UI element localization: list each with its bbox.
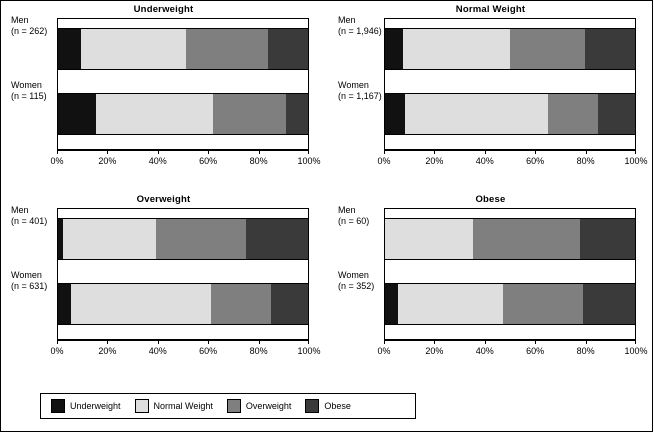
seg-overweight xyxy=(548,94,598,134)
row-label-line2: (n = 115) xyxy=(11,91,47,101)
plot-area xyxy=(57,18,309,150)
panel-title: Obese xyxy=(475,194,506,205)
x-tick-label: 20% xyxy=(425,346,444,356)
x-tick-label: 40% xyxy=(475,346,494,356)
x-tick-label: 100% xyxy=(297,346,321,356)
seg-normal-weight xyxy=(398,284,503,324)
seg-underweight xyxy=(385,284,398,324)
bar-row xyxy=(57,283,309,325)
x-tick-label: 80% xyxy=(576,346,595,356)
x-tick xyxy=(57,340,58,344)
panel-title: Normal Weight xyxy=(455,4,526,15)
seg-overweight xyxy=(186,29,269,69)
row-label-line1: Men xyxy=(338,205,356,215)
bar-row xyxy=(384,218,636,260)
bar-row xyxy=(57,218,309,260)
x-tick-label: 80% xyxy=(249,156,268,166)
stacked-bar xyxy=(57,93,309,135)
x-tick-label: 20% xyxy=(98,346,117,356)
x-tick-label: 100% xyxy=(624,156,648,166)
stacked-bar xyxy=(384,28,636,70)
row-label-line2: (n = 401) xyxy=(11,216,48,226)
row-label-line1: Women xyxy=(11,80,42,90)
row-label-line2: (n = 60) xyxy=(338,216,370,226)
x-tick-label: 40% xyxy=(475,156,494,166)
x-tick xyxy=(586,340,587,344)
seg-normal-weight xyxy=(385,219,473,259)
row-label-line1: Men xyxy=(11,15,29,25)
x-tick xyxy=(586,150,587,154)
panel-normal-weight xyxy=(327,0,654,190)
row-label-line2: (n = 1,167) xyxy=(338,91,382,101)
plot-area xyxy=(384,208,636,340)
x-axis xyxy=(377,150,648,166)
legend xyxy=(40,393,416,419)
seg-underweight xyxy=(58,29,81,69)
x-tick xyxy=(308,150,309,154)
x-tick xyxy=(208,150,209,154)
panel-underweight xyxy=(0,0,327,190)
legend-item[interactable] xyxy=(305,399,351,413)
x-tick-label: 100% xyxy=(297,156,321,166)
x-axis xyxy=(377,340,648,356)
x-tick xyxy=(259,150,260,154)
seg-normal-weight xyxy=(63,219,156,259)
row-label-line1: Women xyxy=(338,80,369,90)
seg-obese xyxy=(598,94,636,134)
seg-obese xyxy=(585,29,635,69)
seg-overweight xyxy=(211,284,271,324)
legend-item[interactable] xyxy=(51,399,121,413)
seg-normal-weight xyxy=(81,29,186,69)
legend-swatch xyxy=(51,399,65,413)
x-tick xyxy=(535,340,536,344)
x-tick-label: 0% xyxy=(377,346,391,356)
legend-label: Normal Weight xyxy=(153,401,213,411)
legend-label: Obese xyxy=(324,401,351,411)
x-tick-label: 60% xyxy=(199,346,218,356)
seg-obese xyxy=(583,284,636,324)
x-tick-label: 0% xyxy=(50,156,64,166)
x-tick-label: 80% xyxy=(576,156,595,166)
seg-underweight xyxy=(58,94,96,134)
bar-row xyxy=(57,93,309,135)
row-label-line1: Women xyxy=(11,270,42,280)
legend-swatch xyxy=(227,399,241,413)
stacked-bar xyxy=(57,218,309,260)
row-label-line1: Men xyxy=(338,15,356,25)
seg-normal-weight xyxy=(403,29,511,69)
x-tick-label: 60% xyxy=(526,156,545,166)
x-tick xyxy=(434,150,435,154)
x-tick-label: 100% xyxy=(624,346,648,356)
row-label-line2: (n = 262) xyxy=(11,26,48,36)
legend-swatch xyxy=(305,399,319,413)
seg-underweight xyxy=(385,29,403,69)
row-label-line1: Men xyxy=(11,205,29,215)
row-label-line2: (n = 352) xyxy=(338,281,375,291)
x-tick-label: 60% xyxy=(526,346,545,356)
seg-underweight xyxy=(58,284,71,324)
x-tick xyxy=(308,340,309,344)
x-tick xyxy=(384,340,385,344)
seg-overweight xyxy=(503,284,583,324)
seg-normal-weight xyxy=(71,284,211,324)
seg-normal-weight xyxy=(405,94,548,134)
seg-underweight xyxy=(385,94,405,134)
x-tick xyxy=(635,340,636,344)
x-tick-label: 20% xyxy=(425,156,444,166)
x-tick-label: 40% xyxy=(148,346,167,356)
seg-overweight xyxy=(473,219,581,259)
row-label-line1: Women xyxy=(338,270,369,280)
stacked-bar xyxy=(384,283,636,325)
panel-title: Overweight xyxy=(136,194,191,205)
bar-row xyxy=(384,283,636,325)
panel-overweight xyxy=(0,190,327,380)
x-tick xyxy=(57,150,58,154)
seg-obese xyxy=(580,219,635,259)
x-axis xyxy=(50,340,321,356)
stacked-bar xyxy=(57,283,309,325)
x-tick-label: 40% xyxy=(148,156,167,166)
x-tick-label: 0% xyxy=(377,156,391,166)
x-tick xyxy=(107,150,108,154)
legend-item[interactable] xyxy=(135,399,213,413)
seg-overweight xyxy=(510,29,585,69)
seg-overweight xyxy=(213,94,286,134)
x-tick xyxy=(208,340,209,344)
plot-area xyxy=(384,18,636,150)
x-tick xyxy=(485,150,486,154)
plot-area xyxy=(57,208,309,340)
row-label-line2: (n = 631) xyxy=(11,281,48,291)
x-tick xyxy=(485,340,486,344)
legend-label: Overweight xyxy=(245,401,292,411)
x-tick xyxy=(158,150,159,154)
seg-obese xyxy=(271,284,309,324)
x-tick xyxy=(635,150,636,154)
seg-overweight xyxy=(156,219,246,259)
seg-obese xyxy=(286,94,309,134)
x-tick xyxy=(384,150,385,154)
x-tick xyxy=(259,340,260,344)
row-label-line2: (n = 1,946) xyxy=(338,26,382,36)
x-axis xyxy=(50,150,321,166)
x-tick xyxy=(107,340,108,344)
bar-row xyxy=(384,28,636,70)
x-tick-label: 80% xyxy=(249,346,268,356)
panel-obese xyxy=(327,190,654,380)
legend-label: Underweight xyxy=(70,401,121,411)
bar-row xyxy=(384,93,636,135)
seg-obese xyxy=(246,219,309,259)
panel-title: Underweight xyxy=(133,4,194,15)
legend-item[interactable] xyxy=(227,399,292,413)
x-tick xyxy=(158,340,159,344)
x-tick xyxy=(535,150,536,154)
x-tick xyxy=(434,340,435,344)
stacked-bar xyxy=(384,93,636,135)
stacked-bar xyxy=(384,218,636,260)
seg-obese xyxy=(268,29,308,69)
x-tick-label: 60% xyxy=(199,156,218,166)
bar-row xyxy=(57,28,309,70)
x-tick-label: 20% xyxy=(98,156,117,166)
x-tick-label: 0% xyxy=(50,346,64,356)
legend-swatch xyxy=(135,399,149,413)
seg-normal-weight xyxy=(96,94,214,134)
stacked-bar xyxy=(57,28,309,70)
